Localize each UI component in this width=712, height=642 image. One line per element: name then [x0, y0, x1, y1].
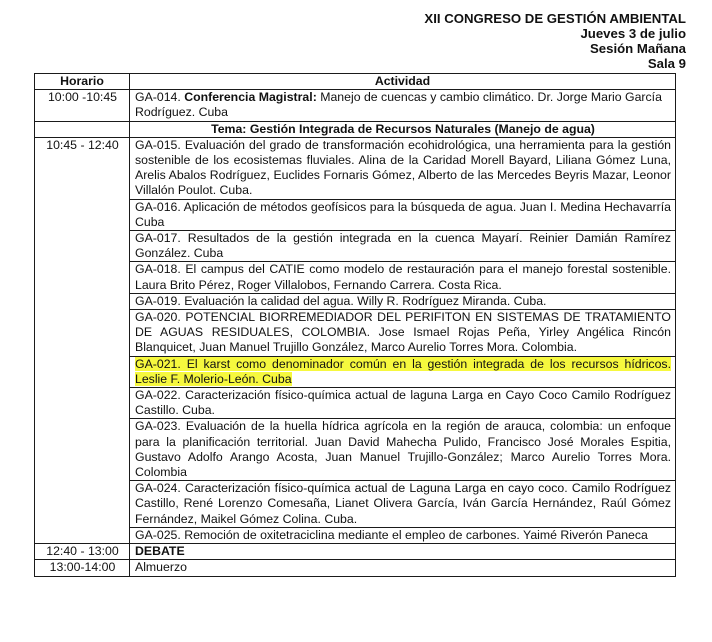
- table-row: [35, 293, 676, 309]
- time-cell: 12:40 - 13:00: [35, 544, 130, 560]
- activity-cell-highlighted: [130, 356, 676, 387]
- lunch-label: Almuerzo: [130, 560, 676, 576]
- column-header-time: Horario: [35, 74, 130, 90]
- session-day: Jueves 3 de julio: [580, 26, 686, 41]
- debate-label: DEBATE: [130, 544, 676, 560]
- congress-title: XII CONGRESO DE GESTIÓN AMBIENTAL: [424, 11, 686, 26]
- activity-cell: GA-017. Resultados de la gestión integrada en la cuenca Mayarí. Reinier Damián Ramírez González. Cuba: [130, 231, 676, 262]
- time-cell: 13:00-14:00: [35, 560, 130, 576]
- table-row: [35, 310, 676, 357]
- table-row: [35, 560, 676, 576]
- program-header: [424, 11, 686, 71]
- schedule-table: [34, 73, 676, 577]
- table-row: [35, 356, 676, 387]
- table-row: [35, 262, 676, 293]
- theme-row: [35, 121, 676, 137]
- table-row: [35, 199, 676, 230]
- room-label: Sala 9: [647, 56, 686, 71]
- session-name: Sesión Mañana: [589, 41, 686, 56]
- time-block-cell: 10:45 - 12:40: [35, 137, 130, 543]
- activity-cell: GA-015. Evaluación del grado de transformación ecohidrológica, una herramienta para la gestión sostenible de los ecosistemas fluviales. Alina de la Caridad Morell Bayard, Liliana Gómez Luna, Arelis Abalos Rodríguez, Euclides Fornaris Gómez, Alberto de las Mercedes Beyris Mazar, Leonor Villalón Poulot. Cuba.: [130, 137, 676, 199]
- activity-text: Manejo de cuencas y cambio climático. Dr. Jorge Mario García Rodríguez. Cuba: [135, 90, 662, 120]
- activity-cell: [130, 90, 676, 121]
- table-row: [35, 481, 676, 528]
- time-cell-empty: [35, 121, 130, 137]
- table-row: [35, 419, 676, 481]
- activity-cell: GA-025. Remoción de oxitetraciclina mediante el empleo de carbones. Yaimé Riverón Paneca: [130, 527, 676, 543]
- activity-cell: GA-018. El campus del CATIE como modelo de restauración para el manejo forestal sostenible. Laura Brito Pérez, Roger Villalobos, Fernando Carrera. Costa Rica.: [130, 262, 676, 293]
- activity-cell: GA-020. POTENCIAL BIORREMEDIADOR DEL PERIFITON EN SISTEMAS DE TRATAMIENTO DE AGUAS RESIDUALES, COLOMBIA. Jose Ismael Rojas Peña, Yirley Angélica Rincón Blanquicet, Juan Manuel Trujillo González, Marco Aurelio Torres Mora. Colombia.: [130, 310, 676, 357]
- time-cell: 10:00 -10:45: [35, 90, 130, 121]
- table-row: [35, 527, 676, 543]
- table-row: [35, 231, 676, 262]
- table-row: [35, 544, 676, 560]
- table-row: [35, 388, 676, 419]
- theme-title: Tema: Gestión Integrada de Recursos Naturales (Manejo de agua): [130, 121, 676, 137]
- table-header-row: [35, 74, 676, 90]
- keynote-label: Conferencia Magistral:: [184, 90, 317, 105]
- activity-cell: GA-019. Evaluación la calidad del agua. Willy R. Rodríguez Miranda. Cuba.: [130, 293, 676, 309]
- table-row: [35, 137, 676, 199]
- activity-cell: GA-024. Caracterización físico-química actual de Laguna Larga en cayo coco. Camilo Rodríguez Castillo, René Lorenzo Comesaña, Lianet Olivera García, Iván García Hernández, Raúl Gómez Fernández, Maikel Gómez Colina. Cuba.: [130, 481, 676, 528]
- activity-cell: GA-016. Aplicación de métodos geofísicos para la búsqueda de agua. Juan I. Medina Hechavarría Cuba: [130, 199, 676, 230]
- activity-code: GA-014.: [135, 90, 185, 105]
- column-header-activity: Actividad: [130, 74, 676, 90]
- activity-cell: GA-022. Caracterización físico-química actual de laguna Larga en Cayo Coco Camilo Rodríguez Castillo. Cuba.: [130, 388, 676, 419]
- highlighted-text: GA-021. El karst como denominador común en la gestión integrada de los recursos hídricos. Leslie F. Molerio-León. Cuba: [135, 356, 671, 386]
- activity-cell: GA-023. Evaluación de la huella hídrica agrícola en la región de arauca, colombia: un enfoque para la planificación territorial. Juan David Mahecha Pulido, Francisco José Morales Espitia, Gustavo Adolfo Arango Acosta, Juan Manuel Trujillo-González; Marco Aurelio Torres Mora. Colombia: [130, 419, 676, 481]
- table-row: [35, 90, 676, 121]
